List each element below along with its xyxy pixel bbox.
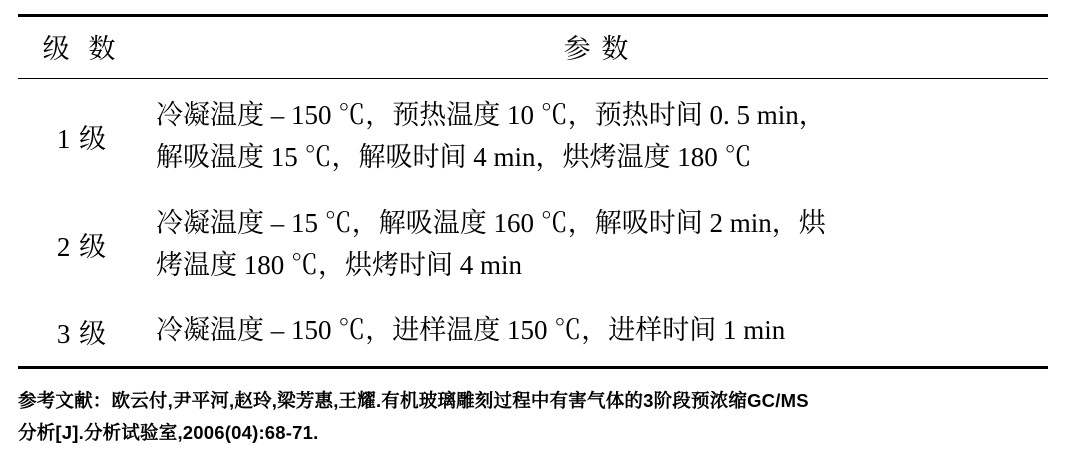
param-line: 烤温度 180 ℃，烘烤时间 4 min (156, 249, 523, 280)
table-header-row (18, 16, 1048, 79)
param-line: 解吸温度 15 ℃，解吸时间 4 min，烘烤温度 180 ℃ (156, 141, 752, 172)
param-line: 冷凝温度 – 150 ℃，进样温度 150 ℃，进样时间 1 min (156, 315, 786, 346)
reference-block (18, 385, 1044, 449)
cell-level: 2 级 (56, 232, 108, 263)
column-header-parameters: 参 数 (563, 34, 631, 64)
table-row (18, 189, 1048, 299)
reference-line: 分析[J].分析试验室,2006(04):68-71. (18, 422, 319, 444)
reference-line: 参考文献：欧云付,尹平河,赵玲,梁芳惠,王耀.有机玻璃雕刻过程中有害气体的3阶段预浓缩GC/MS (18, 390, 809, 412)
cell-level: 3 级 (56, 318, 108, 349)
parameter-table (18, 14, 1048, 369)
table-row (18, 298, 1048, 367)
cell-level: 1 级 (56, 124, 108, 155)
table-header (18, 16, 1048, 79)
cell-parameters (146, 79, 1048, 189)
cell-parameters (146, 189, 1048, 299)
table-body (18, 79, 1048, 368)
param-line: 冷凝温度 – 150 ℃，预热温度 10 ℃，预热时间 0. 5 min， (156, 100, 826, 130)
param-line: 冷凝温度 – 15 ℃，解吸温度 160 ℃，解吸时间 2 min，烘 (156, 207, 826, 238)
column-header-level: 级 数 (42, 34, 122, 64)
table-container (18, 0, 1048, 369)
table-row (18, 79, 1048, 189)
cell-parameters (146, 298, 1048, 367)
